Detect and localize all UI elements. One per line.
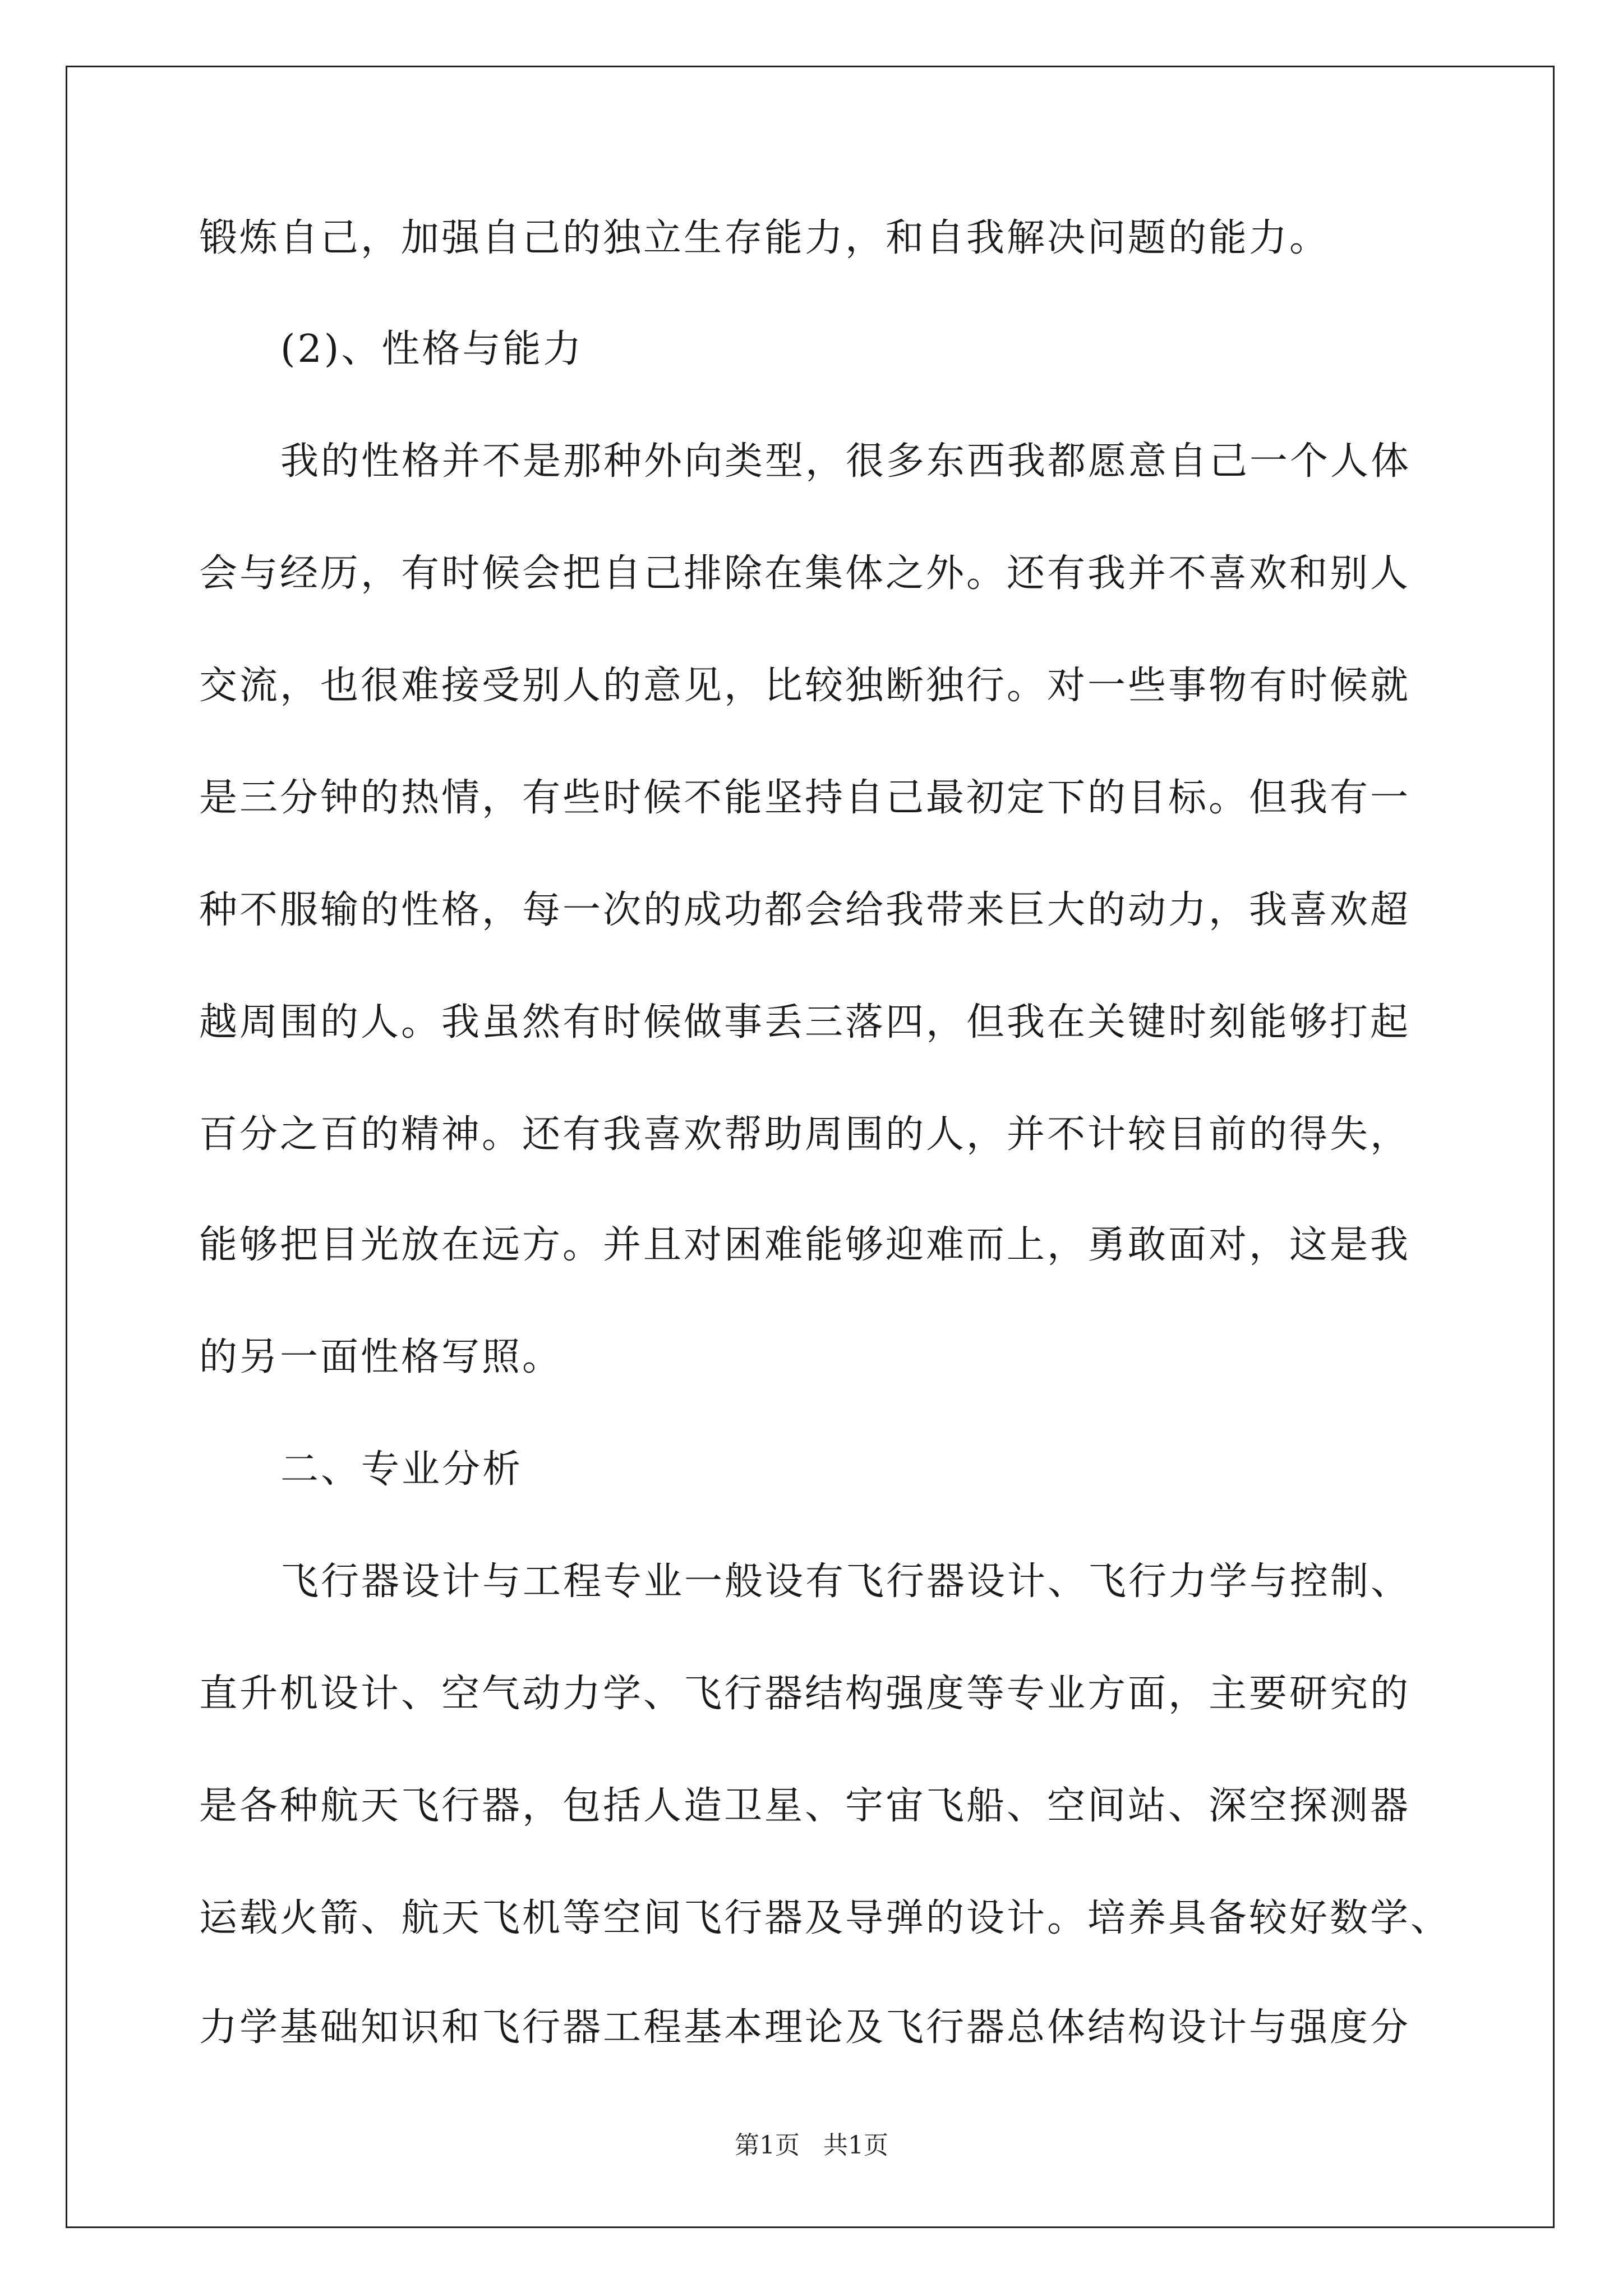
text-line: 种不服输的性格，每一次的成功都会给我带来巨大的动力，我喜欢超 — [199, 888, 1411, 932]
text-line: 百分之百的精神。还有我喜欢帮助周围的人，并不计较目前的得失， — [199, 1112, 1411, 1157]
text-line: 越周围的人。我虽然有时候做事丢三落四，但我在关键时刻能够打起 — [199, 1000, 1411, 1045]
page-number: 第1页 — [735, 2131, 800, 2160]
section-heading: 二、专业分析 — [280, 1447, 523, 1492]
text-line: 直升机设计、空气动力学、飞行器结构强度等专业方面，主要研究的 — [199, 1672, 1411, 1716]
text-line: 是各种航天飞行器，包括人造卫星、宇宙飞船、空间站、深空探测器 — [199, 1784, 1411, 1828]
text-line: 力学基础知识和飞行器工程基本理论及飞行器总体结构设计与强度分 — [199, 2005, 1411, 2050]
text-line: 会与经历，有时候会把自己排除在集体之外。还有我并不喜欢和别人 — [199, 551, 1411, 596]
text-line: 是三分钟的热情，有些时候不能坚持自己最初定下的目标。但我有一 — [199, 776, 1411, 820]
text-line: 运载火箭、航天飞机等空间飞行器及导弹的设计。培养具备较好数学、 — [199, 1896, 1451, 1940]
page-footer — [0, 2129, 1623, 2162]
text-line: 锻炼自己，加强自己的独立生存能力，和自我解决问题的能力。 — [199, 216, 1330, 260]
text-line: 交流，也很难接受别人的意见，比较独断独行。对一些事物有时候就 — [199, 664, 1411, 708]
text-line: 能够把目光放在远方。并且对困难能够迎难而上，勇敢面对，这是我 — [199, 1223, 1411, 1267]
text-line: 飞行器设计与工程专业一般设有飞行器设计、飞行力学与控制、 — [280, 1559, 1412, 1604]
page-total: 共1页 — [823, 2131, 888, 2160]
text-line: 的另一面性格写照。 — [199, 1335, 563, 1379]
section-heading: (2)、性格与能力 — [280, 327, 584, 371]
text-line: 我的性格并不是那种外向类型，很多东西我都愿意自己一个人体 — [280, 439, 1412, 484]
